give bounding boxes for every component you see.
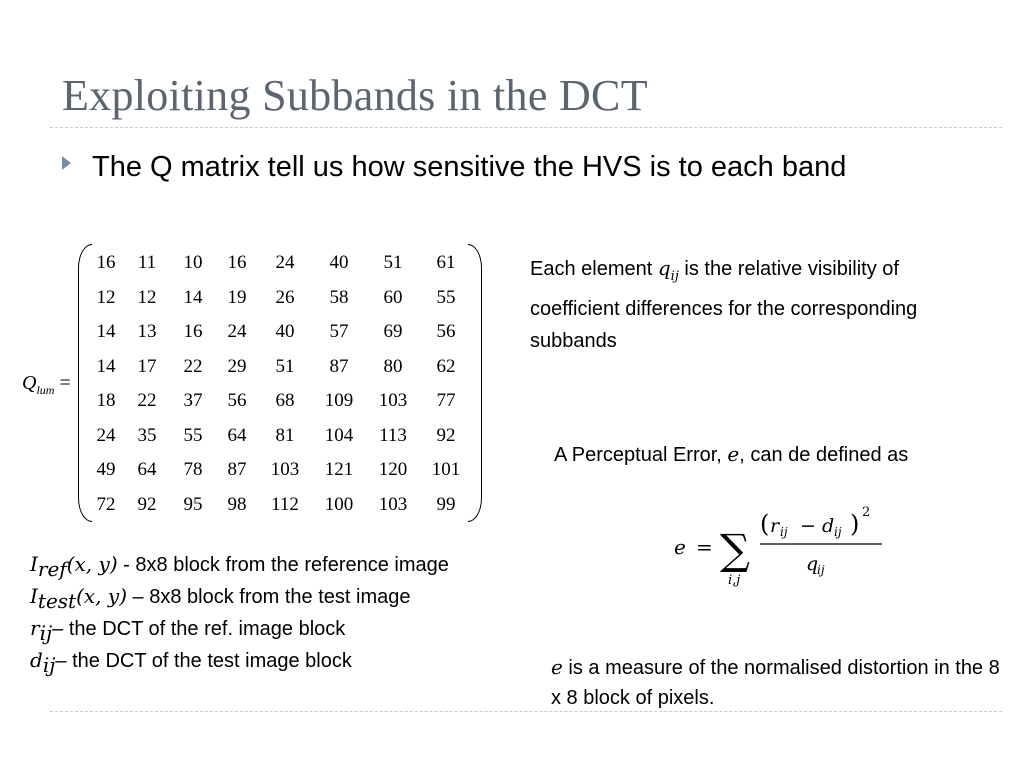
matrix-cell: 87 bbox=[227, 459, 247, 480]
matrix-cell: 100 bbox=[324, 493, 354, 515]
error-var: e bbox=[727, 442, 740, 466]
measure-note bbox=[551, 652, 1011, 713]
matrix-cell: 24 bbox=[275, 252, 295, 273]
matrix-cell: 61 bbox=[436, 252, 456, 273]
bullet-arrow-icon bbox=[62, 156, 71, 170]
definition-item bbox=[30, 612, 449, 644]
visibility-var-symbol: q bbox=[657, 256, 671, 280]
matrix-cell: 60 bbox=[383, 286, 403, 308]
formula-num-d: d bbox=[822, 515, 835, 537]
matrix-cell: 64 bbox=[227, 424, 247, 446]
matrix-cell: 16 bbox=[96, 252, 116, 273]
formula-equals: = bbox=[696, 535, 713, 559]
matrix-cell: 14 bbox=[183, 286, 203, 308]
formula-sum-index: i,j bbox=[728, 573, 741, 588]
matrix-cell: 109 bbox=[324, 390, 354, 411]
footer-divider bbox=[50, 711, 1002, 712]
matrix-cell: 112 bbox=[271, 493, 299, 515]
formula-den-sub: ij bbox=[817, 563, 825, 577]
matrix-cell: 81 bbox=[275, 424, 295, 446]
matrix-cell: 16 bbox=[227, 252, 247, 273]
measure-var: e bbox=[551, 655, 563, 679]
matrix-cell: 92 bbox=[436, 424, 456, 446]
measure-text: is a measure of the normalised distortion in the 8 x 8 block of pixels. bbox=[551, 657, 1000, 709]
perceptual-error-note bbox=[554, 438, 908, 471]
matrix-cell: 10 bbox=[183, 252, 203, 273]
matrix-cell: 19 bbox=[227, 286, 247, 308]
bullet-text: The Q matrix tell us how sensitive the HVS is to each band bbox=[92, 151, 847, 183]
matrix-cell: 58 bbox=[329, 286, 349, 308]
matrix-cell: 11 bbox=[137, 252, 157, 273]
visibility-note bbox=[530, 252, 960, 357]
def-sub: test bbox=[37, 589, 77, 613]
visibility-note-pre: Each element bbox=[530, 258, 658, 280]
def-var: d bbox=[30, 648, 43, 672]
visibility-var bbox=[657, 256, 679, 284]
matrix-cell: 24 bbox=[96, 424, 116, 446]
def-sub: ij bbox=[39, 621, 53, 645]
matrix-cell: 22 bbox=[183, 355, 203, 377]
matrix-cell: 121 bbox=[324, 459, 354, 480]
matrix-cell: 104 bbox=[324, 424, 354, 446]
definition-item bbox=[30, 580, 449, 612]
matrix-cell: 49 bbox=[96, 459, 116, 480]
definition-item bbox=[30, 548, 449, 580]
matrix-cell: 29 bbox=[227, 355, 247, 377]
visibility-note-post: is the relative visibility of coefficient differences for the corresponding subbands bbox=[530, 258, 918, 352]
matrix-cell: 51 bbox=[275, 355, 295, 377]
matrix-cell: 69 bbox=[383, 321, 403, 342]
matrix-cell: 113 bbox=[379, 424, 407, 446]
formula-lhs: e bbox=[674, 535, 686, 559]
matrix-cell: 12 bbox=[137, 286, 157, 308]
title-divider bbox=[50, 127, 1002, 128]
matrix-cell: 12 bbox=[96, 286, 116, 308]
matrix-cell: 72 bbox=[96, 493, 116, 515]
matrix-cell: 17 bbox=[137, 355, 157, 377]
matrix-cell: 37 bbox=[183, 390, 203, 411]
def-args: (x, y) bbox=[76, 584, 127, 608]
matrix-cell: 64 bbox=[137, 459, 157, 480]
formula-den: q bbox=[806, 553, 819, 575]
matrix-cell: 92 bbox=[137, 493, 157, 515]
matrix-cell: 103 bbox=[378, 390, 408, 411]
def-sub: ij bbox=[42, 653, 56, 677]
matrix-cell: 22 bbox=[137, 390, 157, 411]
formula-open-paren: ( bbox=[760, 510, 770, 538]
matrix-cell: 14 bbox=[96, 321, 116, 342]
def-args: (x, y) bbox=[66, 552, 118, 576]
matrix-cell: 87 bbox=[329, 355, 349, 377]
matrix-cell: 78 bbox=[183, 459, 203, 480]
matrix-cell: 51 bbox=[383, 252, 403, 273]
perceptual-error-formula bbox=[674, 502, 894, 592]
matrix-cell: 62 bbox=[436, 355, 456, 377]
matrix-cell: 16 bbox=[183, 321, 203, 342]
q-subscript: lum bbox=[36, 383, 55, 397]
def-text: - 8x8 block from the reference image bbox=[117, 554, 449, 576]
def-var: r bbox=[30, 616, 40, 640]
def-text: – the DCT of the test image block bbox=[55, 650, 352, 672]
matrix-cell: 80 bbox=[383, 355, 403, 377]
def-var: I bbox=[30, 584, 38, 608]
matrix-cell: 95 bbox=[183, 493, 203, 515]
definitions-list bbox=[30, 548, 449, 676]
def-text: – 8x8 block from the test image bbox=[127, 586, 411, 608]
matrix-cell: 18 bbox=[96, 390, 116, 411]
matrix-cell: 77 bbox=[436, 390, 456, 411]
matrix-cell: 120 bbox=[378, 459, 408, 480]
matrix-cell: 13 bbox=[137, 321, 157, 342]
formula-power: 2 bbox=[862, 505, 871, 520]
formula-num-r-sub: ij bbox=[780, 525, 788, 539]
matrix-cell: 55 bbox=[183, 424, 203, 446]
formula-minus: − bbox=[800, 515, 816, 537]
formula-close-paren: ) bbox=[850, 510, 860, 538]
matrix-cell: 99 bbox=[436, 493, 456, 515]
def-var: I bbox=[30, 552, 38, 576]
error-note-post: , can de defined as bbox=[739, 444, 909, 466]
def-text: – the DCT of the ref. image block bbox=[52, 618, 346, 640]
error-note-pre: A Perceptual Error, bbox=[554, 444, 728, 466]
matrix-cell: 35 bbox=[137, 424, 157, 446]
matrix-cell: 40 bbox=[275, 321, 295, 342]
matrix-cell: 68 bbox=[275, 390, 295, 411]
matrix-cell: 55 bbox=[436, 286, 456, 308]
formula-sum-icon: ∑ bbox=[720, 525, 750, 574]
definition-item bbox=[30, 644, 449, 676]
visibility-var-sub: ij bbox=[670, 269, 679, 284]
slide-title: Exploiting Subbands in the DCT bbox=[62, 71, 648, 120]
q-matrix bbox=[78, 244, 482, 522]
matrix-cell: 26 bbox=[275, 286, 295, 308]
matrix-cell: 40 bbox=[329, 252, 349, 273]
matrix-cell: 14 bbox=[96, 355, 116, 377]
matrix-cell: 56 bbox=[227, 390, 247, 411]
matrix-cell: 103 bbox=[270, 459, 300, 480]
matrix-cell: 101 bbox=[431, 459, 461, 480]
matrix-grid bbox=[88, 246, 472, 522]
q-symbol: Q bbox=[22, 372, 37, 394]
q-equals: = bbox=[59, 372, 71, 394]
matrix-cell: 24 bbox=[227, 321, 247, 342]
matrix-cell: 56 bbox=[436, 321, 456, 342]
matrix-cell: 98 bbox=[227, 493, 247, 515]
formula-num-d-sub: ij bbox=[834, 525, 842, 539]
q-lum-label bbox=[22, 372, 71, 398]
formula-num-r: r bbox=[770, 515, 780, 537]
matrix-cell: 57 bbox=[329, 321, 349, 342]
def-sub: ref bbox=[37, 557, 67, 581]
matrix-cell: 103 bbox=[378, 493, 408, 515]
